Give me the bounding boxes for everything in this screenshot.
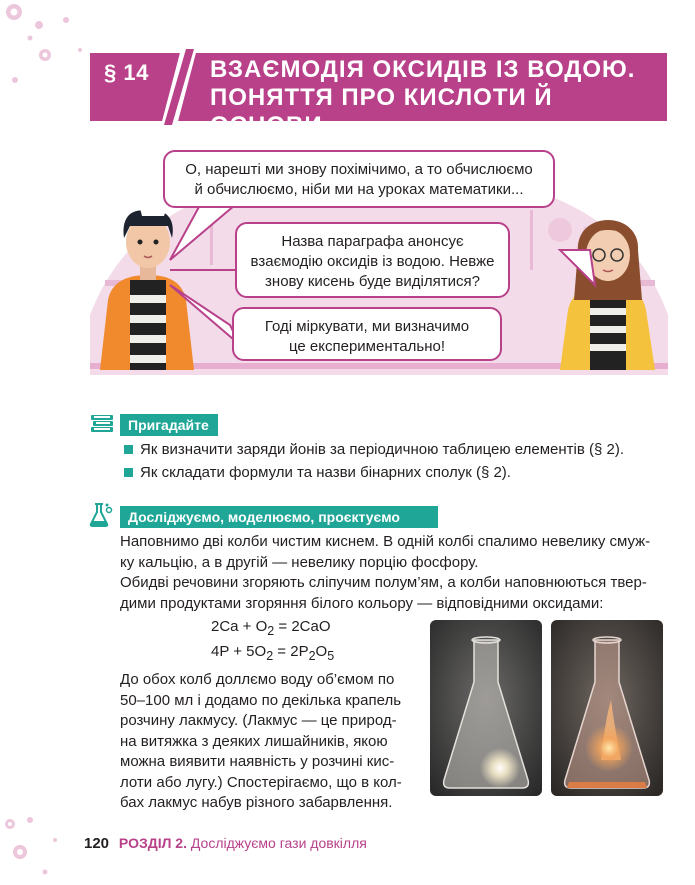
title-line-1: ВЗАЄМОДІЯ ОКСИДІВ ІЗ ВОДОЮ. xyxy=(210,56,636,83)
text-line: ку кальцію, а в другій — невелику порцію фосфору. xyxy=(120,553,479,571)
research-paragraph-2 xyxy=(120,573,665,614)
text-line: лоти або лугу.) Спостерігаємо, що в кол- xyxy=(120,773,402,791)
recall-list xyxy=(124,438,664,484)
speech-bubble-girl xyxy=(235,222,510,298)
text-line: на витяжка з деяких лишайників, якою xyxy=(120,732,388,750)
paragraph-number: § 14 xyxy=(104,60,149,85)
bubble-text: й обчислюємо, ніби ми на уроках математики... xyxy=(194,181,524,198)
text-line: розчину лакмусу. (Лакмус — це природ- xyxy=(120,712,397,729)
bubble-text: взаємодію оксидів із водою. Невже xyxy=(250,253,495,270)
chapter-label: РОЗДІЛ 2. xyxy=(118,835,187,851)
bubble-text: Назва параграфа анонсує xyxy=(281,233,464,250)
page-number: 120 xyxy=(84,835,110,852)
recall-heading: Пригадайте xyxy=(120,414,218,436)
research-paragraph-3 xyxy=(120,670,416,814)
list-item xyxy=(124,438,664,461)
books-icon xyxy=(90,413,114,433)
text-line: 50–100 мл і додамо по декілька крапель xyxy=(120,691,402,709)
banner-divider xyxy=(160,45,200,129)
flask-photo-calcium xyxy=(430,620,542,796)
equation-phosphorus: $4P + 5O_2 = 2P_2O_5$ xyxy=(211,643,335,663)
research-heading: Досліджуємо, моделюємо, проєктуємо xyxy=(120,506,438,528)
title-line-2: ПОНЯТТЯ ПРО КИСЛОТИ Й ОСНОВИ xyxy=(210,84,553,139)
bubble-text: Годі міркувати, ми визначимо xyxy=(264,318,470,335)
speech-bubble-boy xyxy=(163,150,555,208)
bubble-text: О, нарешті ми знову похімічимо, а то обчислюємо xyxy=(185,161,533,178)
equation-calcium: $2Ca + O_2 = 2CaO$ xyxy=(211,618,331,638)
bullet-icon xyxy=(124,468,133,477)
bullet-icon xyxy=(124,445,133,454)
page-footer xyxy=(84,832,367,854)
chapter-title: Досліджуємо гази довкілля xyxy=(190,835,367,851)
list-item-text: Як складати формули та назви бінарних сполук (§ 2). xyxy=(140,464,511,481)
text-line: можна виявити наявність у розчині кис- xyxy=(120,753,395,770)
text-line: До обох колб доллємо воду об’ємом по xyxy=(120,671,395,688)
research-paragraph-1 xyxy=(120,532,665,573)
speech-bubble-boy-2 xyxy=(232,307,502,361)
text-line: бах лакмус набув різного забарвлення. xyxy=(120,794,393,811)
list-item-text: Як визначити заряди йонів за періодичною таблицею елементів (§ 2). xyxy=(140,441,625,458)
bubble-text: це експериментально! xyxy=(288,338,446,355)
bubble-text: знову кисень буде виділятися? xyxy=(265,273,480,290)
decorative-dots xyxy=(0,810,80,885)
list-item xyxy=(124,461,664,484)
text-line: Обидві речовини згоряють сліпучим полум’ям, а колби наповнюються твер- xyxy=(120,574,647,591)
text-line: дими продуктами згоряння білого кольору — відповідними оксидами: xyxy=(120,594,604,612)
flask-icon xyxy=(88,502,114,528)
text-line: Наповнимо дві колби чистим киснем. В одній колбі спалимо невелику смуж- xyxy=(120,533,651,550)
flask-photo-phosphorus xyxy=(551,620,663,796)
page-title xyxy=(210,56,660,140)
